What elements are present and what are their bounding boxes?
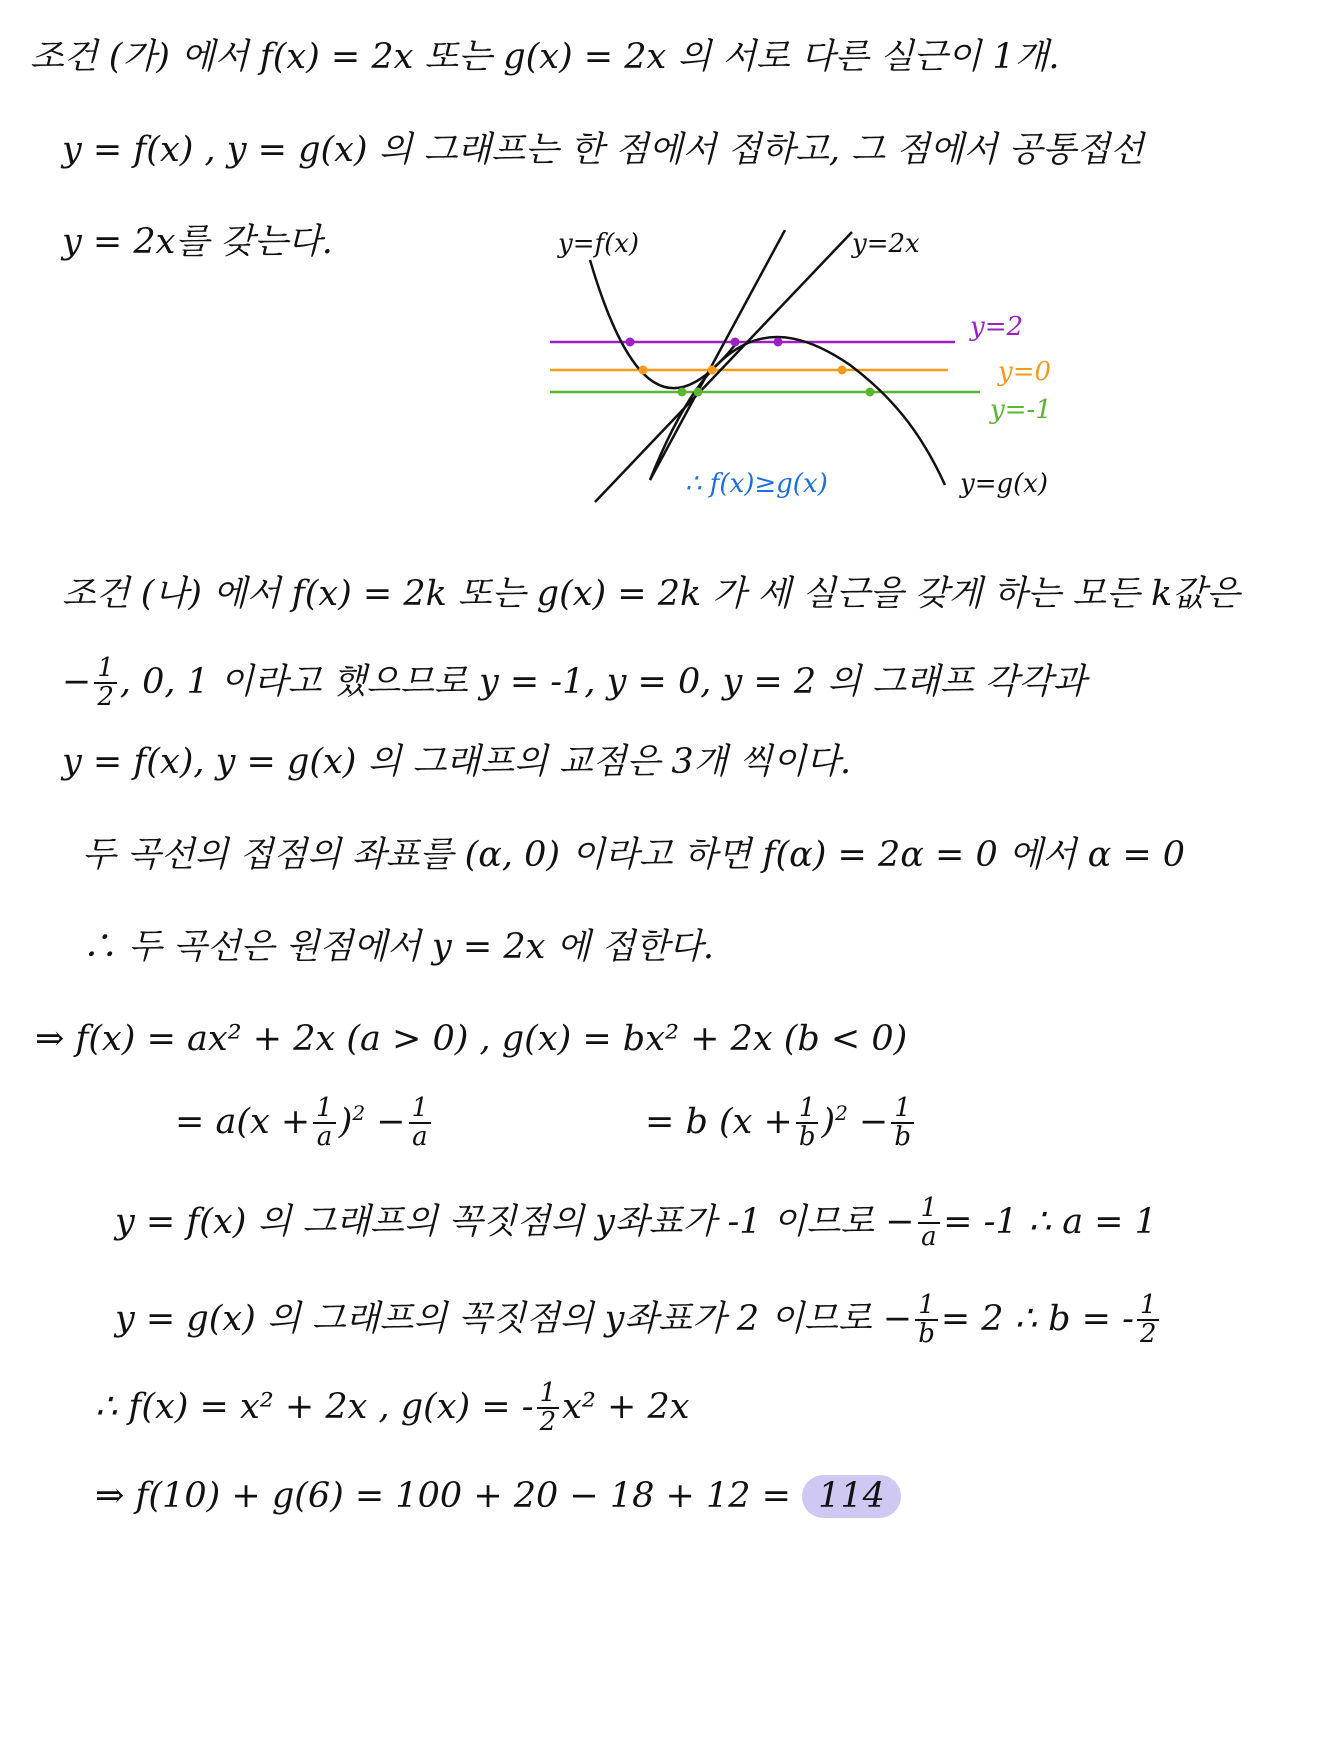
- final-answer-line: ⇒ f(10) + g(6) = 100 + 20 − 18 + 12 = 114: [95, 1475, 901, 1518]
- label-y0: y=0: [998, 357, 1052, 387]
- label-y2: y=2: [970, 312, 1024, 342]
- f-vertex-form: = a(x + $\frac{1}{a}$ )$^2$ − $\frac{1}{a}$: [175, 1095, 434, 1152]
- line-steep: [650, 230, 785, 480]
- condition-ga-line: 조건 (가) 에서 f(x) = 2x 또는 g(x) = 2x 의 서로 다른 실근이 1개.: [30, 37, 1060, 77]
- quadratic-forms-line: ⇒ f(x) = ax² + 2x (a > 0) , g(x) = bx² + 2x (b < 0): [35, 1019, 908, 1059]
- point-y2-f: [626, 338, 635, 347]
- point-y2-g: [774, 338, 783, 347]
- answer-highlight: 114: [802, 1475, 901, 1518]
- origin-tangent-line: ∴ 두 곡선은 원점에서 y = 2x 에 접한다.: [82, 927, 714, 967]
- g-vertex-form: = b (x + $\frac{1}{b}$ )$^2$ − $\frac{1}{b}$: [645, 1095, 917, 1152]
- label-g: y=g(x): [960, 469, 1049, 499]
- intersections-line: y = f(x), y = g(x) 의 그래프의 교점은 3개 씩이다.: [62, 742, 852, 782]
- point-ym1-a: [678, 388, 687, 397]
- condition-na-line: 조건 (나) 에서 f(x) = 2k 또는 g(x) = 2k 가 세 실근을 갖게 하는 모든 k값은: [62, 574, 1240, 614]
- point-ym1-c: [866, 388, 875, 397]
- label-ym1: y=-1: [990, 395, 1052, 425]
- curve-g: [650, 337, 945, 485]
- result-functions-line: ∴ f(x) = x² + 2x , g(x) = - $\frac{1}{2}$ x² + 2x: [95, 1378, 690, 1438]
- label-f: y=f(x): [558, 230, 640, 259]
- point-y0-c: [838, 366, 847, 375]
- tangent-statement-line: y = f(x) , y = g(x) 의 그래프는 한 점에서 접하고, 그 점에서 공통접선: [62, 130, 1144, 170]
- graph-figure: [550, 230, 1070, 520]
- point-y0-a: [639, 366, 648, 375]
- half-fraction: $\frac{1}{2}$: [94, 655, 117, 712]
- k-values-line: − $\frac{1}{2}$ , 0, 1 이라고 했으므로 y = -1, y = 0, y = 2 의 그래프 각각과: [62, 653, 1087, 713]
- minus-sign: −: [62, 661, 92, 702]
- g-vertex-line: y = g(x) 의 그래프의 꼭짓점의 y좌표가 2 이므로 − $\frac{1}{b}$ = 2 ∴ b = - $\frac{1}{2}$: [115, 1292, 1162, 1349]
- f-vertex-line: y = f(x) 의 그래프의 꼭짓점의 y좌표가 -1 이므로 − $\frac{1}{a}$ = -1 ∴ a = 1: [115, 1193, 1157, 1253]
- common-tangent-line: y = 2x를 갖는다.: [62, 222, 333, 262]
- point-y0-b: [708, 366, 717, 375]
- point-y2-t: [731, 338, 740, 347]
- label-ineq: ∴ f(x)≥g(x): [685, 469, 828, 499]
- label-tangent: y=2x: [852, 230, 920, 259]
- line-tangent-2x: [595, 232, 852, 502]
- tangent-point-line: 두 곡선의 접점의 좌표를 (α, 0) 이라고 하면 f(α) = 2α = 0 에서 α = 0: [82, 835, 1186, 875]
- point-ym1-b: [694, 388, 703, 397]
